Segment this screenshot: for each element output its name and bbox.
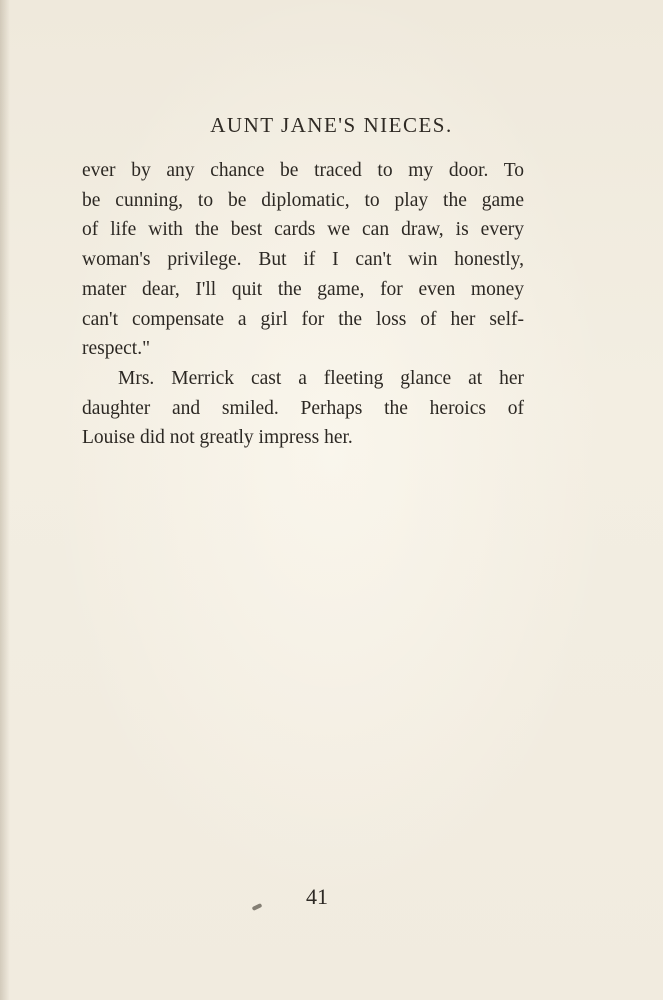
text-line: Louise did not greatly impress her. bbox=[82, 427, 353, 449]
running-title: AUNT JANE'S NIECES. bbox=[210, 113, 453, 137]
text-line: ever by any chance be traced to my door. To bbox=[82, 160, 524, 181]
text-line: of life with the best cards we can draw, is every bbox=[82, 219, 524, 241]
text-line: woman's privilege. But if I can't win honestly, bbox=[82, 249, 524, 271]
text-line: be cunning, to be diplomatic, to play the game bbox=[82, 189, 524, 211]
text-line: respect." bbox=[82, 338, 151, 360]
text-line: daughter and smiled. Perhaps the heroics of bbox=[82, 397, 524, 419]
page-gutter-shadow bbox=[0, 0, 10, 1000]
text-line: can't compensate a girl for the loss of her self- bbox=[82, 308, 524, 330]
paragraph-2 bbox=[82, 364, 524, 453]
paragraph-1 bbox=[82, 156, 524, 364]
page-number: 41 bbox=[306, 884, 328, 909]
text-line: Mrs. Merrick cast a fleeting glance at her bbox=[118, 367, 524, 389]
body-text bbox=[82, 156, 524, 453]
ink-smudge bbox=[252, 903, 263, 911]
text-line: mater dear, I'll quit the game, for even money bbox=[82, 278, 524, 300]
